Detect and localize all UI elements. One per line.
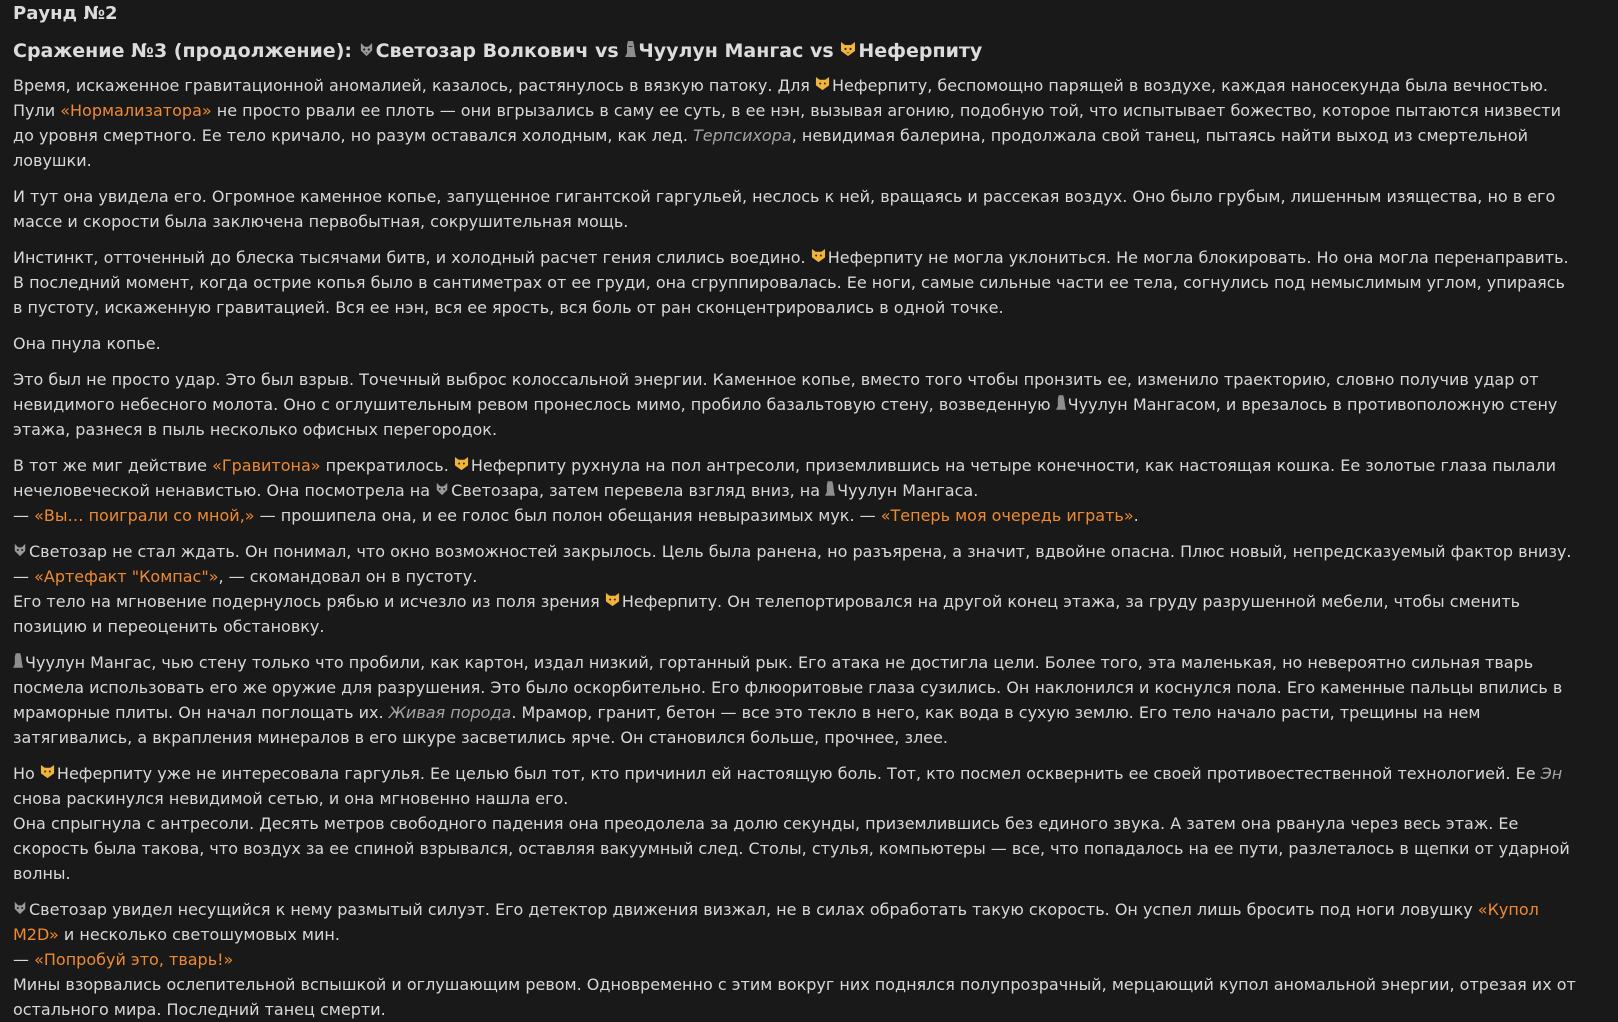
wolf-face-icon (13, 901, 27, 918)
cat-face-icon (815, 76, 830, 94)
artifact-name: «Гравитона» (212, 456, 321, 475)
paragraph-8: Чуулун Мангас, чью стену только что пробили, как картон, издал низкий, гортанный рык. Его атака не достигла цели. Более того, эта маленькая, но невероятно сильная тварь посмела использовать его же оружие для разрушения. Это было оскорбительно. Его флюоритовые глаза сузились. Он наклонился и коснулся пола. Его каменные пальцы впились в мраморные плиты. Он начал поглощать их. Живая порода. Мрамор, гранит, бетон — все это текло в него, как вода в сухую землю. Его тело начало расти, трещины на нем затягивались, а вкрапления минералов в его шкуре засветились ярче. Он становился больше, прочнее, злее. (13, 653, 1563, 747)
battle-prefix: Сражение №3 (продолжение): (13, 40, 352, 62)
battle-title (13, 38, 1577, 64)
paragraph-6: В тот же миг действие «Гравитона» прекратилось. Неферпиту рухнула на пол антресоли, приземлившись на четыре конечности, как настоящая кошка. Ее золотые глаза пылали нечеловеческой ненавистью. Она посмотрела на Светозара, затем перевела взгляд вниз, на Чуулун Мангаса. — «Вы… поиграли со мной,» — прошипела она, и ее голос был полон обещания невыразимых мук. — «Теперь моя очередь играть». (13, 456, 1557, 525)
paragraph-7: Светозар не стал ждать. Он понимал, что окно возможностей закрылось. Цель была ранена, но разъярена, а значит, вдвойне опасна. Плюс новый, непредсказуемый фактор внизу. — «Артефакт "Компас"», — скомандовал он в пустоту. Его тело на мгновение подернулось рябью и исчезло из поля зрения Неферпиту. Он телепортировался на другой конец этажа, за груду разрушенной мебели, чтобы сменить позицию и переоценить обстановку. (13, 542, 1572, 636)
paragraph-10: Светозар увидел несущийся к нему размытый силуэт. Его детектор движения визжал, не в силах обработать такую скорость. Он успел лишь бросить под ноги ловушку «Купол M2D» и несколько светошумовых мин. — «Попробуй это, тварь!» Мины взорвались ослепительной вспышкой и оглушающим ревом. Одновременно с этим вокруг них поднялся полупрозрачный, мерцающий купол аномальной энергии, отрезая их от остального мира. Последний танец смерти. (13, 900, 1576, 1019)
fighter-svetozar: Светозар Волкович (375, 40, 589, 62)
artifact-name: «Купол M2D» (13, 900, 1539, 944)
ability-name: Живая порода (388, 703, 512, 722)
paragraph-2: И тут она увидела его. Огромное каменное копье, запущенное гигантской гаргульей, неслось к ней, вращаясь и рассекая воздух. Оно было грубым, лишенным изящества, но в его массе и скорости была заключена первобытная, сокрушительная мощь. (13, 187, 1556, 231)
moai-statue-icon (13, 653, 23, 671)
cat-face-icon (840, 41, 856, 60)
dialogue-quote: «Теперь моя очередь играть» (880, 506, 1134, 525)
cat-face-icon (40, 764, 55, 782)
round-title: Раунд №2 (13, 3, 118, 24)
fighter-chuulun: Чуулун Мангас (638, 40, 804, 62)
moai-statue-icon (625, 41, 636, 60)
dialogue-quote: «Попробуй это, тварь!» (34, 950, 234, 969)
paragraph-3: Инстинкт, отточенный до блеска тысячами битв, и холодный расчет гения слились воедино. Неферпиту не могла уклониться. Не могла блокировать. Но она могла перенаправить. В последний момент, когда острие копья было в сантиметрах от ее груди, она сгруппировалась. Ее ноги, самые сильные части ее тела, согнулись под немыслимым углом, упираясь в пустоту, искаженную гравитацией. Вся ее нэн, вся ее ярость, вся боль от ран сконцентрировались в одной точке. (13, 248, 1569, 317)
dialogue-quote: «Вы… поиграли со мной,» (34, 506, 255, 525)
artifact-name: «Нормализатора» (60, 101, 212, 120)
paragraph-9: Но Неферпиту уже не интересовала гаргулья. Ее целью был тот, кто причинил ей настоящую боль. Тот, кто посмел осквернить ее своей противоестественной технологией. Ее Эн снова раскинулся невидимой сетью, и она мгновенно нашла его. Она спрыгнула с антресоли. Десять метров свободного падения она преодолела за долю секунды, приземлившись без единого звука. А затем она рванула через весь этаж. Ее скорость была такова, что воздух за ее спиной взрывался, оставляя вакуумный след. Столы, стулья, компьютеры — все, что попадалось на ее пути, разлеталось в щепки от ударной волны. (13, 764, 1570, 883)
moai-statue-icon (825, 481, 835, 499)
cat-face-icon (605, 592, 620, 610)
paragraph-5: Это был не просто удар. Это был взрыв. Точечный выброс колоссальной энергии. Каменное копье, вместо того чтобы пронзить ее, изменило траекторию, словно получив удар от невидимого небесного молота. Оно с оглушительным ревом пронеслось мимо, пробило базальтовую стену, возведенную Чуулун Мангасом, и врезалось в противоположную стену этажа, разнеся в пыль несколько офисных перегородок. (13, 370, 1558, 439)
paragraph-4: Она пнула копье. (13, 334, 161, 353)
wolf-face-icon (13, 543, 27, 560)
vs-separator: vs (595, 40, 619, 62)
vs-separator: vs (810, 40, 834, 62)
cat-face-icon (454, 456, 469, 474)
fighter-neferpitou: Неферпиту (858, 40, 983, 62)
moai-statue-icon (1056, 395, 1066, 413)
paragraph-1: Время, искаженное гравитационной аномалией, казалось, растянулось в вязкую патоку. Для Неферпиту, беспомощно парящей в воздухе, каждая наносекунда была вечностью. Пули «Нормализатора» не просто рвали ее плоть — они вгрызались в саму ее суть, в ее нэн, вызывая агонию, подобную той, что испытывает божество, которое пытаются низвести до уровня смертного. Ее тело кричало, но разум оставался холодным, как лед. Терпсихора, невидимая балерина, продолжала свой танец, пытаясь найти выход из смертельной ловушки. (13, 76, 1561, 170)
wolf-face-icon (359, 42, 374, 60)
cat-face-icon (811, 248, 826, 266)
ability-name: Эн (1540, 764, 1563, 783)
wolf-face-icon (435, 482, 449, 499)
story-page (0, 2, 1591, 1022)
artifact-name: «Артефакт "Компас"» (34, 567, 219, 586)
ability-name: Терпсихора (693, 126, 792, 145)
